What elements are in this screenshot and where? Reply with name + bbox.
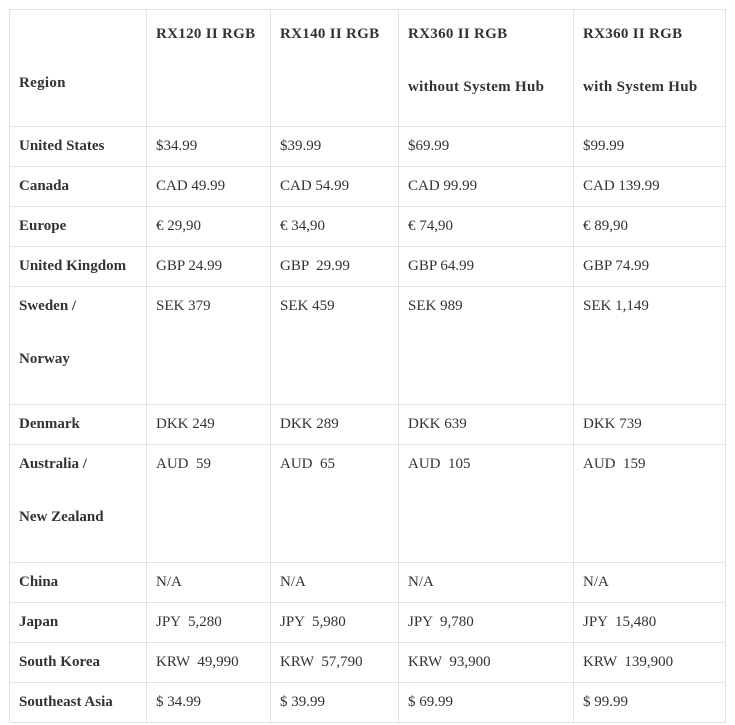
price-value: $39.99 [280, 138, 322, 154]
price-cell [147, 603, 271, 643]
price-value: KRW 49,990 [156, 654, 239, 670]
price-cell [147, 287, 271, 405]
price-cell [574, 405, 726, 445]
price-value: N/A [280, 574, 306, 590]
price-cell [574, 287, 726, 405]
price-cell [147, 127, 271, 167]
price-value: $ 34.99 [156, 694, 201, 710]
region-cell [10, 563, 147, 603]
table-row [10, 563, 726, 603]
table-row [10, 167, 726, 207]
table-row [10, 287, 726, 405]
price-value: CAD 49.99 [156, 178, 226, 194]
price-value: DKK 739 [583, 416, 642, 432]
region-label: United Kingdom [19, 258, 127, 274]
price-cell [574, 683, 726, 723]
price-cell [399, 287, 574, 405]
header-label: RX360 II RGB [583, 26, 683, 42]
header-product [574, 10, 726, 127]
region-label: Europe [19, 218, 67, 234]
header-product [271, 10, 399, 127]
price-value: DKK 639 [408, 416, 467, 432]
price-cell [271, 683, 399, 723]
price-value: CAD 99.99 [408, 178, 478, 194]
price-cell [574, 563, 726, 603]
price-table [9, 9, 726, 723]
price-cell [574, 207, 726, 247]
price-cell [399, 643, 574, 683]
price-cell [147, 247, 271, 287]
region-label: Norway [19, 351, 70, 367]
price-value: KRW 93,900 [408, 654, 491, 670]
price-cell [399, 207, 574, 247]
price-cell [399, 247, 574, 287]
region-label: Australia / [19, 456, 87, 472]
price-value: SEK 459 [280, 298, 335, 314]
price-value: N/A [156, 574, 182, 590]
price-value: $ 69.99 [408, 694, 453, 710]
price-value: DKK 289 [280, 416, 339, 432]
price-cell [271, 127, 399, 167]
region-cell [10, 287, 147, 405]
price-value: SEK 989 [408, 298, 463, 314]
price-cell [574, 445, 726, 563]
price-cell [147, 445, 271, 563]
price-cell [574, 603, 726, 643]
price-cell [574, 167, 726, 207]
region-cell [10, 207, 147, 247]
header-product [399, 10, 574, 127]
price-value: $69.99 [408, 138, 450, 154]
table-row [10, 247, 726, 287]
price-value: GBP 24.99 [156, 258, 223, 274]
price-value: JPY 5,280 [156, 614, 222, 630]
region-cell [10, 643, 147, 683]
price-cell [147, 643, 271, 683]
price-cell [271, 405, 399, 445]
price-value: € 34,90 [280, 218, 325, 234]
region-label: Sweden / [19, 298, 77, 314]
price-value: N/A [408, 574, 434, 590]
price-value: GBP 74.99 [583, 258, 650, 274]
price-value: N/A [583, 574, 609, 590]
price-cell [399, 405, 574, 445]
region-label: Canada [19, 178, 70, 194]
price-cell [147, 683, 271, 723]
price-cell [147, 167, 271, 207]
region-label: New Zealand [19, 509, 104, 525]
price-table-body [10, 10, 726, 723]
header-label: RX120 II RGB [156, 26, 256, 42]
price-cell [399, 603, 574, 643]
price-value: AUD 159 [583, 456, 646, 472]
region-cell [10, 445, 147, 563]
region-label: Denmark [19, 416, 80, 432]
price-value: JPY 15,480 [583, 614, 657, 630]
price-value: GBP 29.99 [280, 258, 350, 274]
table-row [10, 405, 726, 445]
price-value: JPY 5,980 [280, 614, 346, 630]
price-cell [271, 445, 399, 563]
price-value: SEK 379 [156, 298, 211, 314]
table-row [10, 643, 726, 683]
region-label: Southeast Asia [19, 694, 113, 710]
header-region [10, 10, 147, 127]
price-cell [271, 603, 399, 643]
price-value: GBP 64.99 [408, 258, 475, 274]
region-label: United States [19, 138, 105, 154]
price-cell [271, 247, 399, 287]
header-row [10, 10, 726, 127]
price-value: $ 99.99 [583, 694, 628, 710]
price-value: CAD 139.99 [583, 178, 660, 194]
price-value: DKK 249 [156, 416, 215, 432]
price-value: CAD 54.99 [280, 178, 350, 194]
price-value: SEK 1,149 [583, 298, 649, 314]
region-label: China [19, 574, 59, 590]
price-cell [574, 127, 726, 167]
price-value: KRW 57,790 [280, 654, 363, 670]
region-cell [10, 405, 147, 445]
price-cell [147, 207, 271, 247]
region-cell [10, 127, 147, 167]
table-row [10, 683, 726, 723]
price-cell [574, 643, 726, 683]
price-cell [271, 167, 399, 207]
table-row [10, 445, 726, 563]
price-value: AUD 65 [280, 456, 335, 472]
header-label: RX360 II RGB [408, 26, 508, 42]
header-label: without System Hub [408, 79, 545, 95]
region-cell [10, 683, 147, 723]
price-value: KRW 139,900 [583, 654, 674, 670]
price-cell [147, 563, 271, 603]
price-cell [147, 405, 271, 445]
price-cell [399, 445, 574, 563]
region-cell [10, 247, 147, 287]
header-product [147, 10, 271, 127]
region-cell [10, 167, 147, 207]
price-cell [271, 207, 399, 247]
price-cell [271, 643, 399, 683]
region-label: Japan [19, 614, 59, 630]
price-cell [399, 127, 574, 167]
price-value: $34.99 [156, 138, 198, 154]
table-row [10, 207, 726, 247]
price-value: € 89,90 [583, 218, 628, 234]
price-value: € 29,90 [156, 218, 201, 234]
price-value: JPY 9,780 [408, 614, 474, 630]
price-value: $99.99 [583, 138, 625, 154]
price-value: AUD 59 [156, 456, 211, 472]
price-cell [574, 247, 726, 287]
price-cell [399, 167, 574, 207]
region-label: South Korea [19, 654, 100, 670]
header-label: with System Hub [583, 79, 698, 95]
table-row [10, 127, 726, 167]
price-cell [399, 563, 574, 603]
price-value: € 74,90 [408, 218, 453, 234]
price-value: AUD 105 [408, 456, 471, 472]
price-cell [271, 287, 399, 405]
price-cell [271, 563, 399, 603]
price-cell [399, 683, 574, 723]
region-cell [10, 603, 147, 643]
price-value: $ 39.99 [280, 694, 325, 710]
header-label: RX140 II RGB [280, 26, 380, 42]
table-row [10, 603, 726, 643]
header-label: Region [19, 75, 66, 91]
